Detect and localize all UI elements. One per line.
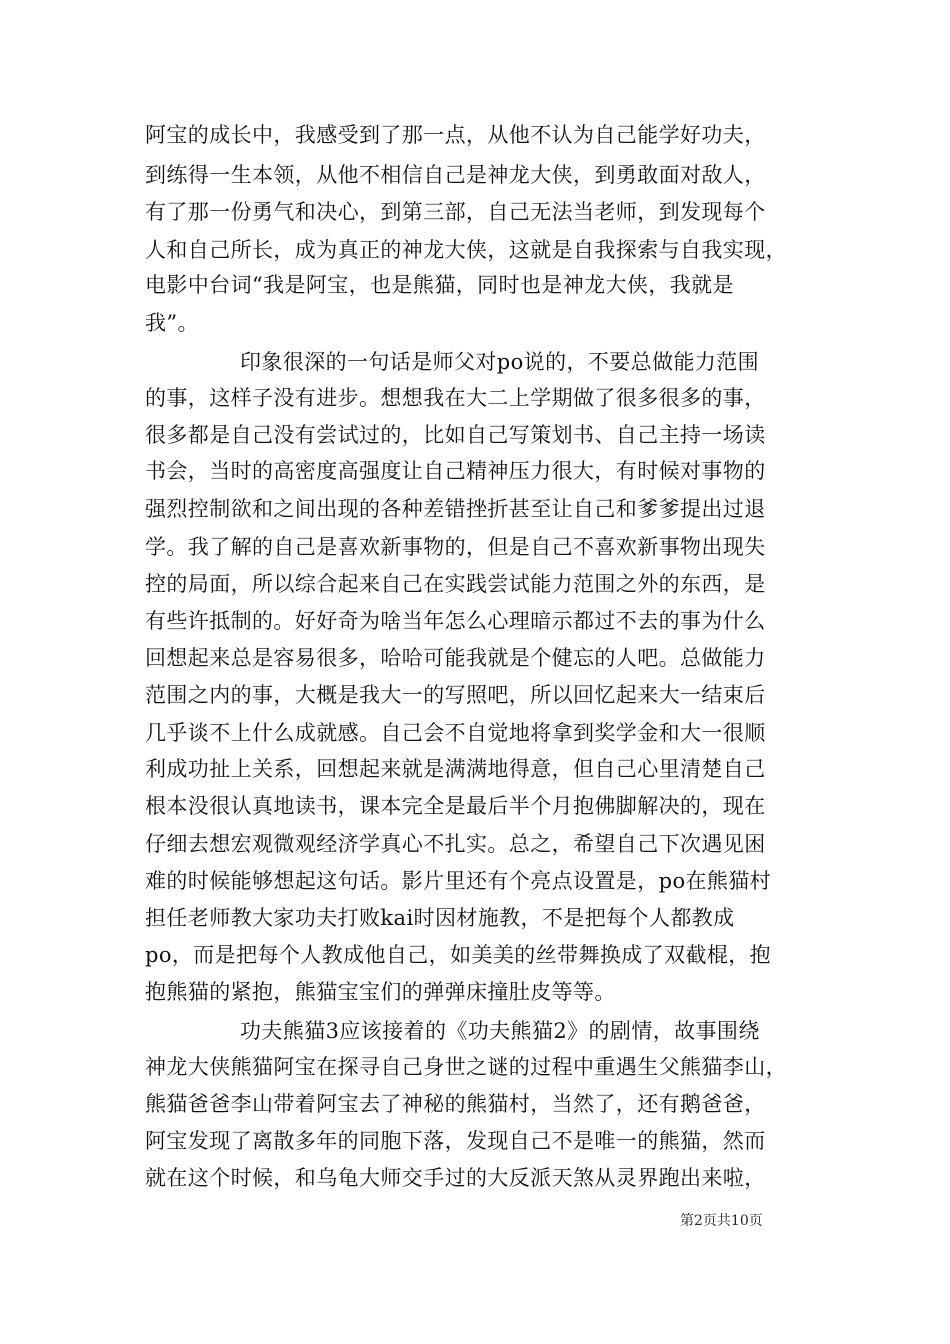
paragraph-line: 人和自己所长，成为真正的神龙大侠，这就是自我探索与自我实现， [145,238,787,262]
paragraph-line: 几乎谈不上什么成就感。自己会不自觉地将拿到奖学金和大一很顺 [145,721,766,745]
paragraph-line: 功夫熊猫3应该接着的《功夫熊猫2》的剧情，故事围绕 [240,1019,760,1043]
paragraph-line: 有了那一份勇气和决心，到第三部，自己无法当老师，到发现每个 [145,200,766,224]
paragraph-line: 我”。 [145,311,199,335]
paragraph-line: 抱熊猫的紧抱，熊猫宝宝们的弹弹床撞肚皮等等。 [145,980,616,1004]
paragraph-line: 的事，这样子没有进步。想想我在大二上学期做了很多很多的事， [145,386,766,410]
paragraph-line: 根本没很认真地读书，课本完全是最后半个月抱佛脚解决的，现在 [145,794,766,818]
paragraph-line: 阿宝发现了离散多年的同胞下落，发现自己不是唯一的熊猫，然而 [145,1129,766,1153]
paragraph-line: 到练得一生本领，从他不相信自己是神龙大侠，到勇敢面对敌人， [145,163,766,187]
paragraph-line: 很多都是自己没有尝试过的，比如自己写策划书、自己主持一场读 [145,423,766,447]
page-number: 第2页共10页 [680,1213,763,1229]
paragraph-line: 神龙大侠熊猫阿宝在探寻自己身世之谜的过程中重遇生父熊猫李山， [145,1055,787,1079]
paragraph-line: 强烈控制欲和之间出现的各种差错挫折甚至让自己和爹爹提出过退 [145,497,766,521]
paragraph-line: 有些许抵制的。好好奇为啥当年怎么心理暗示都过不去的事为什么 [145,609,766,633]
paragraph-line: 阿宝的成长中，我感受到了那一点，从他不认为自己能学好功夫， [145,123,766,147]
paragraph-line: 熊猫爸爸李山带着阿宝去了神秘的熊猫村，当然了，还有鹅爸爸， [145,1092,766,1116]
paragraph-line: 难的时候能够想起这句话。影片里还有个亮点设置是，po在熊猫村 [145,869,772,893]
paragraph-line: 利成功扯上关系，回想起来就是满满地得意，但自己心里清楚自己 [145,757,766,781]
paragraph-line: 仔细去想宏观微观经济学真心不扎实。总之，希望自己下次遇见困 [145,832,766,856]
paragraph-line: 回想起来总是容易很多，哈哈可能我就是个健忘的人吧。总做能力 [145,646,766,670]
paragraph-line: po，而是把每个人教成他自己，如美美的丝带舞换成了双截棍，抱 [145,943,772,967]
paragraph-line: 范围之内的事，大概是我大一的写照吧，所以回忆起来大一结束后 [145,683,766,707]
paragraph-line: 控的局面，所以综合起来自己在实践尝试能力范围之外的东西，是 [145,572,766,596]
paragraph-line: 印象很深的一句话是师父对po说的，不要总做能力范围 [240,350,760,374]
paragraph-line: 就在这个时候，和乌龟大师交手过的大反派天煞从灵界跑出来啦， [145,1166,766,1190]
paragraph-line: 书会，当时的高密度高强度让自己精神压力很大，有时候对事物的 [145,459,766,483]
paragraph-line: 担任老师教大家功夫打败kai时因材施教，不是把每个人都教成 [145,906,735,930]
paragraph-line: 学。我了解的自己是喜欢新事物的，但是自己不喜欢新事物出现失 [145,535,766,559]
paragraph-line: 电影中台词“我是阿宝，也是熊猫，同时也是神龙大侠，我就是 [145,273,734,297]
